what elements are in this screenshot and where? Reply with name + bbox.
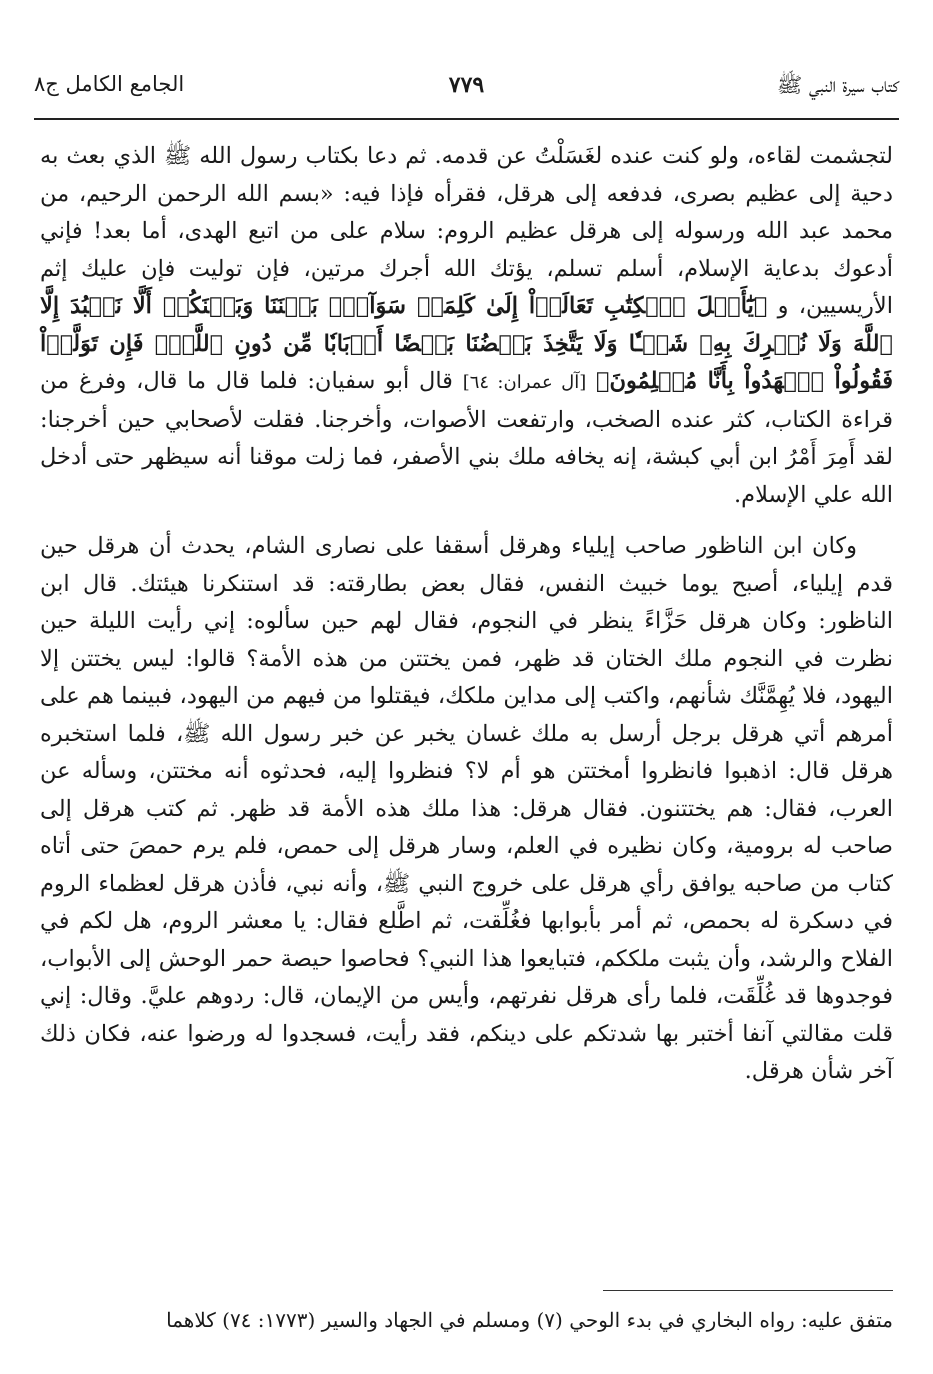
quran-reference: [آل عمران: ٦٤] — [462, 372, 587, 393]
paragraph-1-text-a: لتجشمت لقاءه، ولو كنت عنده لغَسَلْتُ عن قدمه. ثم دعا بكتاب رسول الله ﷺ الذي بعث به دحية إلى عظيم بصرى، فدفعه إلى هرقل، فقرأه فإذا فيه: «بسم الله الرحمن الرحيم، من محمد عبد الله ورسوله إلى هرقل عظيم الروم: سلام على من اتبع الهدى، أما بعد! فإني أدعوك بدعاية الإسلام، أسلم تسلم، يؤتك الله أجرك مرتين، فإن توليت فإن عليك إثم الأريسيين، و — [40, 143, 893, 319]
paragraph-1-text-b: قال أبو سفيان: فلما قال ما قال، وفرغ من قراءة الكتاب، كثر عنده الصخب، وارتفعت الأصوات، وأخرجنا. فقلت لأصحابي حين أخرجنا: لقد أَمِرَ أَمْرُ ابن أبي كبشة، إنه يخافه ملك بني الأصفر، فما زلت موقنا أنه سيظهر حتى أدخل الله علي الإسلام. — [40, 368, 893, 508]
running-header — [34, 72, 899, 112]
page-number: ٧٧٩ — [448, 72, 485, 98]
volume-label: الجامع الكامل ج٨ — [34, 72, 185, 96]
main-text — [40, 138, 893, 1091]
footnote-rule — [603, 1290, 893, 1291]
paragraph-2: وكان ابن الناظور صاحب إيلياء وهرقل أسقفا على نصارى الشام، يحدث أن هرقل حين قدم إيلياء، أصبح يوما خبيث النفس، فقال بعض بطارقته: قد استنكرنا هيئتك. قال ابن الناظور: وكان هرقل حَزَّاءً ينظر في النجوم، فقال لهم حين سألوه: إني رأيت الليلة حين نظرت في النجوم ملك الختان قد ظهر، فمن يختتن من هذه الأمة؟ قالوا: ليس يختتن إلا اليهود، فلا يُهِمَّنَّك شأنهم، واكتب إلى مداين ملكك، فيقتلوا من فيهم من اليهود، فبينما هم على أمرهم أتي هرقل برجل أرسل به ملك غسان يخبر عن خبر رسول الله ﷺ، فلما استخبره هرقل قال: اذهبوا فانظروا أمختتن هو أم لا؟ فنظروا إليه، فحدثوه أنه مختتن، وسأله عن العرب، فقال: هم يختتنون. فقال هرقل: هذا ملك هذه الأمة قد ظهر. ثم كتب هرقل إلى صاحب له برومية، وكان نظيره في العلم، وسار هرقل إلى حمص، فلم يرم حمصَ حتى أتاه كتاب من صاحبه يوافق رأي هرقل على خروج النبي ﷺ، وأنه نبي، فأذن هرقل لعظماء الروم في دسكرة له بحمص، ثم أمر بأبوابها فغُلِّقت، ثم اطَّلع فقال: يا معشر الروم، هل لكم في الفلاح والرشد، وأن يثبت ملككم، فتبايعوا هذا النبي؟ فحاصوا حيصة حمر الوحش إلى الأبواب، فوجدوها قد غُلِّقَت، فلما رأى هرقل نفرتهم، وأيس من الإيمان، قال: ردوهم عليَّ. وقال: إني قلت مقالتي آنفا أختبر بها شدتكم على دينكم، فقد رأيت، فسجدوا له ورضوا عنه، فكان ذلك آخر شأن هرقل. — [40, 533, 893, 1084]
header-rule — [34, 118, 899, 120]
quran-verse: ﴿يَٰٓأَهۡلَ ٱلۡكِتَٰبِ تَعَالَوۡاْ إِلَىٰ كَلِمَةٖ سَوَآءِۭ بَيۡنَنَا وَبَيۡنَكُمۡ أَلَّا نَعۡبُدَ إِلَّا ٱللَّهَ وَلَا نُشۡرِكَ بِهِۦ شَيۡـٔٗا وَلَا يَتَّخِذَ بَعۡضُنَا بَعۡضًا أَرۡبَابٗا مِّن دُونِ ٱللَّهِۚ فَإِن تَوَلَّوۡاْ فَقُولُواْ ٱشۡهَدُواْ بِأَنَّا مُسۡلِمُونَ﴾ — [40, 293, 893, 394]
paragraph-1 — [40, 138, 893, 514]
footnote: متفق عليه: رواه البخاري في بدء الوحي (٧) ومسلم في الجهاد والسير (١٧٧٣: ٧٤) كلاهما — [166, 1308, 893, 1332]
book-title: كتاب سيرة النبي ﷺ — [776, 73, 899, 97]
